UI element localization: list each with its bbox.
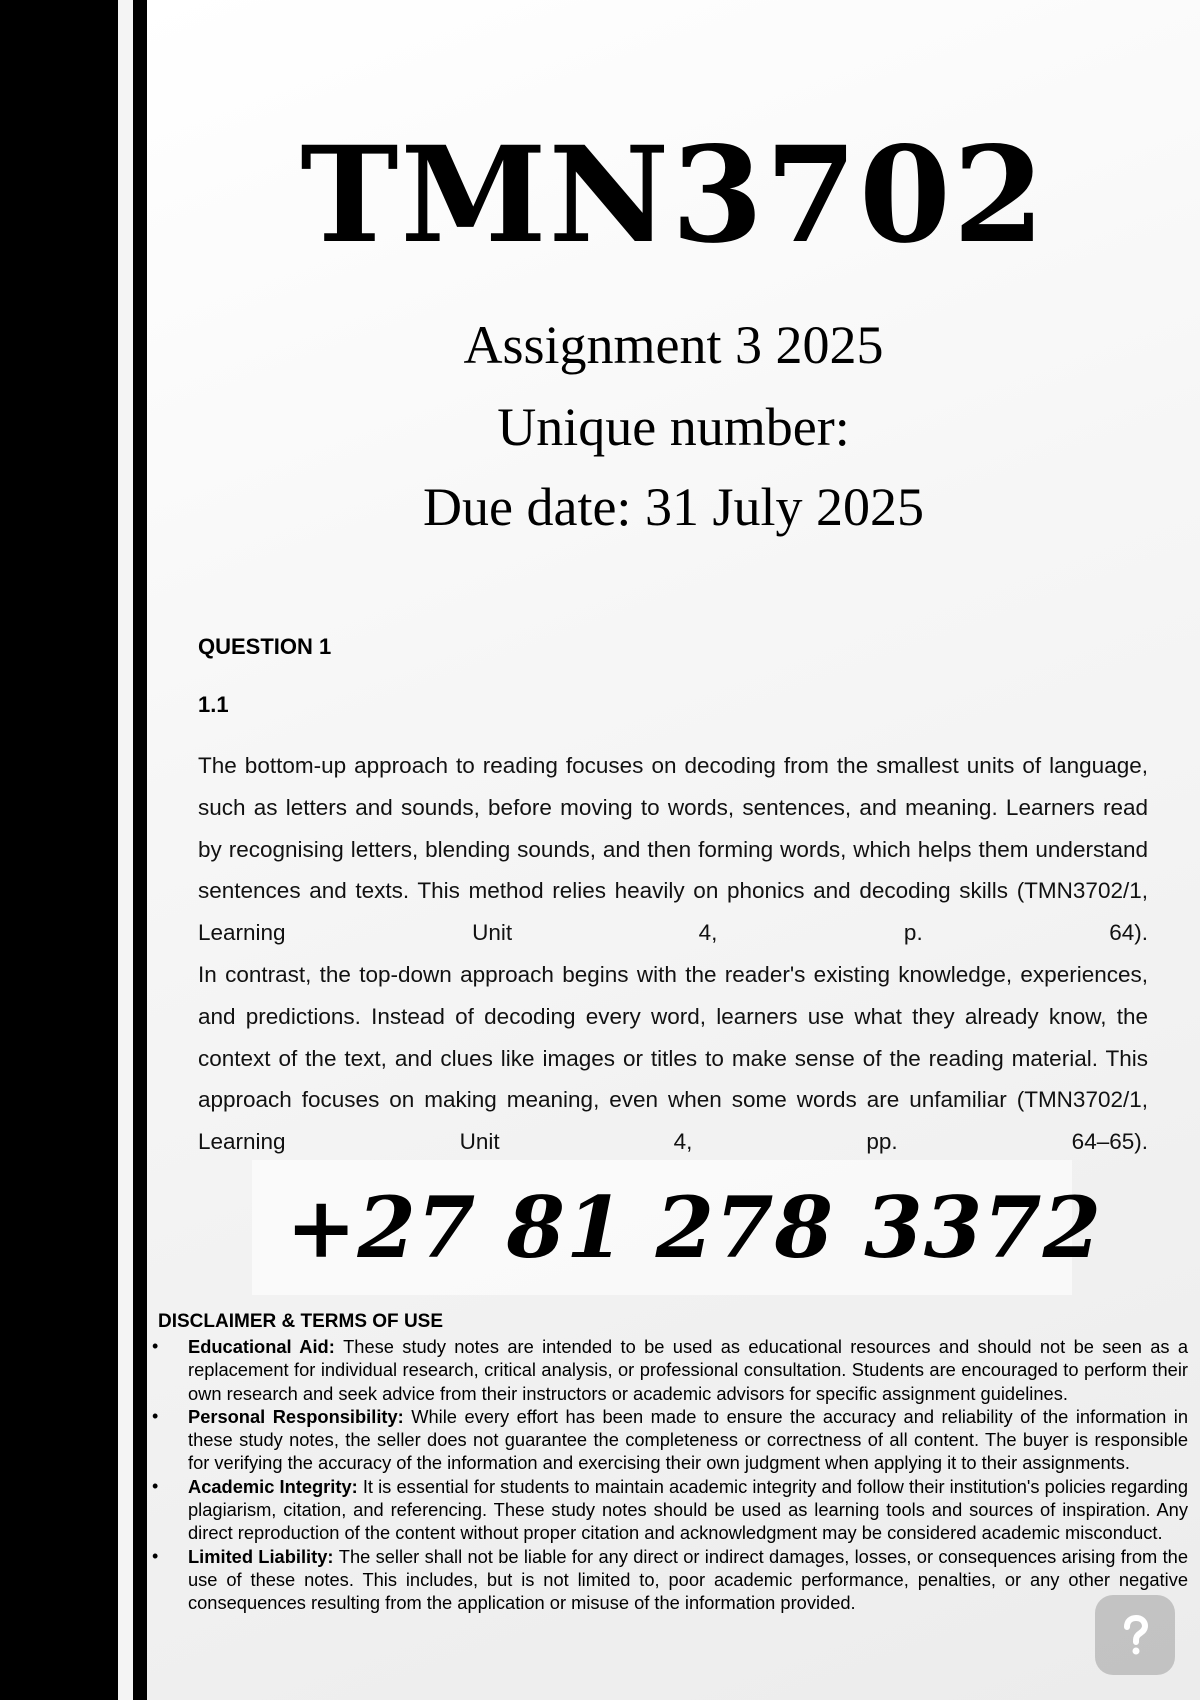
- disclaimer-item: [148, 1475, 1188, 1545]
- disclaimer-item-text: These study notes are intended to be used as educational resources and should not be seen as a replacement for individual research, critical analysis, or professional consultation. Students are encouraged to perform their own research and seek advice from their instructors or academic advisors for specific assignment guidelines.: [188, 1336, 1189, 1404]
- answer-body: [198, 745, 1148, 1163]
- disclaimer-item-text: The seller shall not be liable for any direct or indirect damages, losses, or consequences arising from the use of these notes. This includes, but is not limited to, poor academic performance, penalties, or any other negative consequences resulting from the application or misuse of the information provided.: [188, 1545, 1188, 1614]
- course-code-title: TMN3702: [300, 118, 1047, 273]
- disclaimer-item: [148, 1545, 1188, 1615]
- left-black-border: [0, 0, 118, 1700]
- app-watermark-icon[interactable]: [1095, 1595, 1175, 1675]
- left-border-gap: [118, 0, 133, 1700]
- bullet-icon: •: [152, 1475, 159, 1496]
- question-mark-icon: [1111, 1611, 1159, 1659]
- disclaimer-item-label: Educational Aid:: [188, 1336, 344, 1357]
- assignment-line: Assignment 3 2025: [463, 315, 884, 375]
- bullet-icon: •: [152, 1545, 159, 1566]
- disclaimer-title: DISCLAIMER & TERMS OF USE: [158, 1311, 444, 1332]
- answer-paragraph-1: The bottom-up approach to reading focuses on decoding from the smallest units of language, such as letters and sounds, before moving to words, sentences, and meaning. Learners read by recognising letters, blending sounds, and then forming words, which helps them understand sentences and texts. This method relies heavily on phonics and decoding skills (TMN3702/1, Learning Unit 4, p. 64).: [198, 753, 1148, 946]
- disclaimer-item-label: Limited Liability:: [188, 1545, 339, 1567]
- contact-banner[interactable]: [252, 1160, 1103, 1295]
- question-number: 1.1: [198, 692, 229, 717]
- bullet-icon: •: [152, 1405, 159, 1426]
- disclaimer-item: [148, 1335, 1188, 1405]
- disclaimer-item-label: Academic Integrity:: [188, 1475, 363, 1497]
- due-date-line: Due date: 31 July 2025: [423, 477, 924, 537]
- answer-paragraph-2: In contrast, the top-down approach begins with the reader's existing knowledge, experiences, and predictions. Instead of decoding every word, learners use what they already know, the context of the text, and clues like images or titles to make sense of the reading material. This approach focuses on making meaning, even when some words are unfamiliar (TMN3702/1, Learning Unit 4, pp. 64–65).: [198, 961, 1148, 1155]
- unique-number-line: Unique number:: [497, 397, 850, 457]
- disclaimer-list: [148, 1335, 1188, 1615]
- disclaimer-item-text: It is essential for students to maintain academic integrity and follow their institution's policies regarding plagiarism, citation, and referencing. These study notes should be used as learning tools and sources of inspiration. Any direct reproduction of the content without proper citation and acknowledgment may be considered academic misconduct.: [188, 1475, 1189, 1544]
- left-inner-border: [133, 0, 147, 1700]
- disclaimer-item-label: Personal Responsibility:: [188, 1405, 412, 1427]
- question-heading: QUESTION 1: [198, 634, 332, 659]
- bullet-icon: •: [152, 1336, 159, 1356]
- phone-number[interactable]: +27 81 278 3372: [286, 1178, 1103, 1277]
- disclaimer-item-text: While every effort has been made to ensure the accuracy and reliability of the information in these study notes, the seller does not guarantee the completeness or correctness of all content. The buyer is responsible for verifying the accuracy of the information and exercising their own judgment when applying it to their assignments.: [188, 1405, 1188, 1474]
- disclaimer-item: [148, 1405, 1188, 1475]
